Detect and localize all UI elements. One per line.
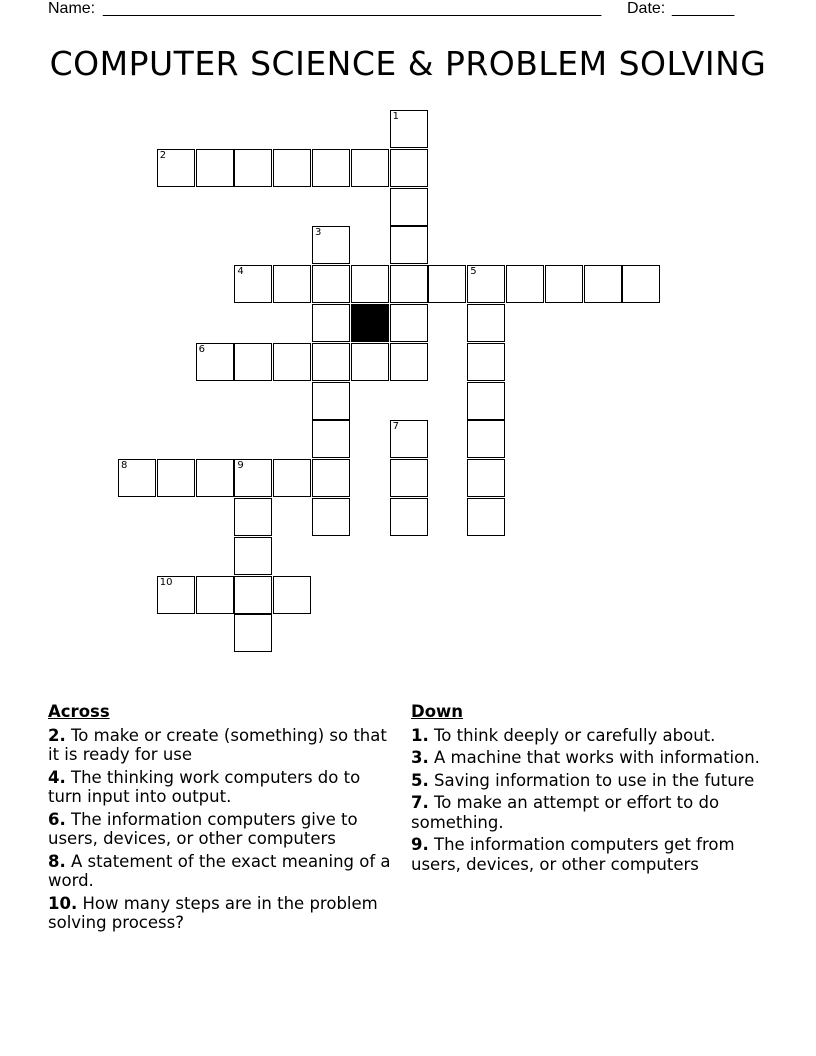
cell-number: 10 (159, 576, 173, 588)
grid-cell[interactable] (584, 265, 622, 303)
grid-cell[interactable] (234, 265, 272, 303)
clue-number: 9. (411, 835, 429, 854)
grid-cell[interactable] (351, 265, 389, 303)
date-blank[interactable]: _______ (672, 0, 735, 17)
page-title: COMPUTER SCIENCE & PROBLEM SOLVING (49, 44, 767, 83)
clue-across-10 (48, 894, 393, 933)
grid-cell[interactable] (622, 265, 660, 303)
grid-cell[interactable] (467, 265, 505, 303)
grid-cell[interactable] (312, 459, 350, 497)
clue-across-2 (48, 726, 393, 765)
grid-cell[interactable] (390, 188, 428, 226)
grid-cell[interactable] (390, 226, 428, 264)
clue-text: To make or create (something) so that it is ready for use (48, 725, 387, 764)
clue-across-6 (48, 810, 393, 849)
cell-number: 2 (159, 149, 167, 161)
clue-text: How many steps are in the problem solving process? (48, 893, 378, 932)
clue-across-4 (48, 768, 393, 807)
grid-cell[interactable] (312, 382, 350, 420)
clue-text: To make an attempt or effort to do something. (411, 793, 720, 832)
clue-number: 4. (48, 767, 66, 787)
grid-cell[interactable] (312, 420, 350, 458)
clue-number: 10. (48, 893, 78, 913)
grid-cell[interactable] (312, 498, 350, 536)
clue-text: A machine that works with information. (434, 748, 760, 767)
clue-down-9 (411, 835, 781, 874)
clue-down-7 (411, 793, 781, 832)
grid-cell[interactable] (157, 576, 195, 614)
grid-cell[interactable] (234, 614, 272, 652)
grid-cell[interactable] (390, 304, 428, 342)
grid-cell[interactable] (157, 459, 195, 497)
grid-cell[interactable] (467, 420, 505, 458)
clue-text: To think deeply or carefully about. (434, 725, 716, 745)
grid-cell[interactable] (234, 343, 272, 381)
grid-cell[interactable] (234, 576, 272, 614)
clue-number: 6. (48, 809, 66, 829)
grid-cell[interactable] (312, 265, 350, 303)
grid-cell[interactable] (390, 459, 428, 497)
grid-cell[interactable] (118, 459, 156, 497)
grid-cell[interactable] (234, 537, 272, 575)
clue-text: The information computers get from users, devices, or other computers (411, 835, 735, 874)
grid-cell[interactable] (390, 149, 428, 187)
name-label: Name: (48, 0, 96, 17)
grid-cell[interactable] (467, 343, 505, 381)
across-clues (48, 702, 393, 936)
cell-number: 9 (237, 460, 244, 472)
grid-cell[interactable] (196, 343, 234, 381)
grid-cell[interactable] (273, 265, 311, 303)
clue-across-8 (48, 852, 393, 891)
grid-cell[interactable] (273, 149, 311, 187)
clue-down-1 (411, 726, 781, 746)
grid-cell[interactable] (467, 382, 505, 420)
grid-cell[interactable] (390, 420, 428, 458)
clue-text: Saving information to use in the future (434, 770, 755, 790)
grid-cell[interactable] (467, 498, 505, 536)
clue-number: 7. (411, 793, 429, 812)
grid-cell[interactable] (157, 149, 195, 187)
clue-text: A statement of the exact meaning of a word. (48, 851, 391, 890)
name-blank[interactable]: ________________________________________________________ (103, 0, 602, 17)
clue-number: 1. (411, 725, 429, 745)
clue-number: 2. (48, 725, 66, 745)
clue-number: 3. (411, 748, 429, 767)
grid-cell[interactable] (273, 343, 311, 381)
down-clues (411, 702, 781, 877)
clue-number: 8. (48, 851, 66, 871)
clue-down-3 (411, 748, 781, 768)
grid-cell[interactable] (196, 459, 234, 497)
grid-cell[interactable] (196, 149, 234, 187)
grid-cell[interactable] (351, 343, 389, 381)
grid-cell[interactable] (312, 343, 350, 381)
grid-cell[interactable] (467, 459, 505, 497)
grid-cell[interactable] (196, 576, 234, 614)
grid-cell[interactable] (234, 149, 272, 187)
cell-number: 3 (315, 227, 322, 239)
grid-cell[interactable] (312, 226, 350, 264)
clue-text: The information computers give to users, devices, or other computers (48, 809, 358, 848)
grid-cell[interactable] (506, 265, 544, 303)
grid-cell[interactable] (312, 304, 350, 342)
grid-cell[interactable] (467, 304, 505, 342)
cell-number: 6 (198, 343, 205, 355)
grid-cell[interactable] (312, 149, 350, 187)
grid-cell[interactable] (351, 149, 389, 187)
cell-number: 1 (392, 111, 399, 122)
clue-down-5 (411, 771, 781, 791)
cell-number: 4 (237, 266, 244, 278)
grid-cell[interactable] (390, 343, 428, 381)
cell-number: 8 (121, 460, 128, 472)
cell-number: 5 (470, 266, 477, 278)
grid-cell[interactable] (390, 110, 428, 148)
grid-cell[interactable] (390, 265, 428, 303)
down-heading: Down (411, 702, 464, 721)
grid-cell[interactable] (273, 576, 311, 614)
clue-number: 5. (411, 770, 429, 790)
grid-cell[interactable] (428, 265, 466, 303)
date-label: Date: (627, 0, 666, 17)
cell-number: 7 (392, 421, 399, 433)
across-heading: Across (48, 702, 110, 721)
black-square (351, 304, 389, 342)
grid-cell[interactable] (545, 265, 583, 303)
grid-cell[interactable] (390, 498, 428, 536)
grid-cell[interactable] (273, 459, 311, 497)
grid-cell[interactable] (234, 498, 272, 536)
grid-cell[interactable] (234, 459, 272, 497)
clue-text: The thinking work computers do to turn input into output. (48, 767, 361, 806)
